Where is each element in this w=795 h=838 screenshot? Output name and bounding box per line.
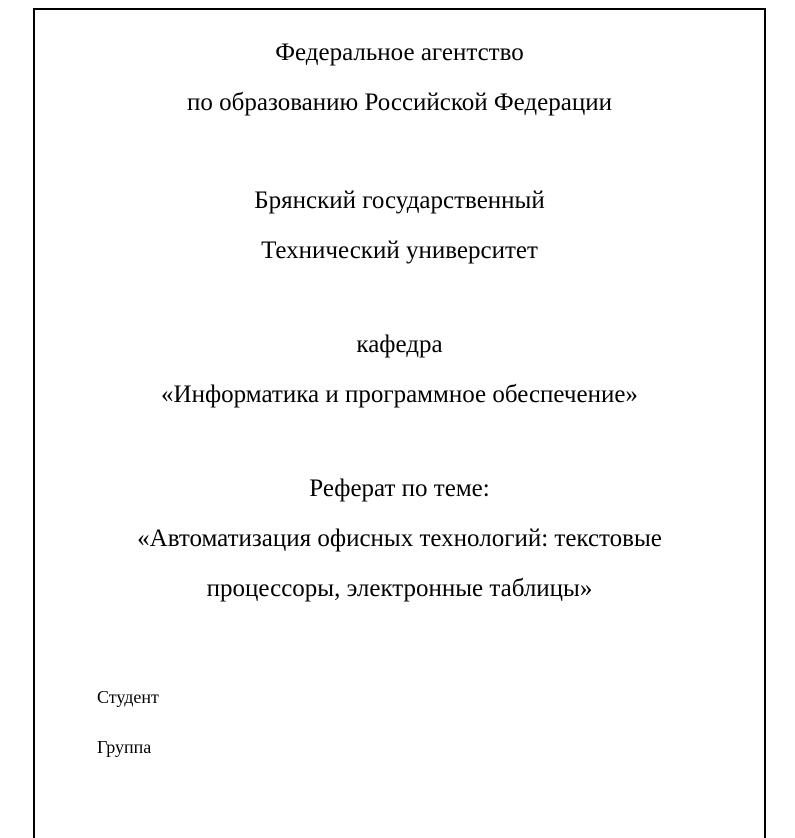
university-line-1: Брянский государственный xyxy=(254,187,545,214)
organization-line-2: по образованию Российской Федерации xyxy=(187,89,612,116)
organization-line-1: Федеральное агентство xyxy=(275,39,524,66)
field-student-label: Студент xyxy=(97,687,159,707)
title-page-content xyxy=(35,28,764,772)
work-block xyxy=(35,464,764,614)
work-title-line-1: «Автоматизация офисных технологий: текстовые xyxy=(137,525,662,552)
department-label: кафедра xyxy=(356,331,443,358)
department-name: «Информатика и программное обеспечение» xyxy=(161,381,638,408)
work-title-line-2: процессоры, электронные таблицы» xyxy=(206,575,593,602)
work-type: Реферат по теме: xyxy=(309,475,490,502)
department-block xyxy=(35,320,764,420)
document-page xyxy=(33,8,766,838)
organization-block xyxy=(35,28,764,128)
spacer-after-department xyxy=(35,420,764,464)
university-block xyxy=(35,176,764,276)
spacer-after-university xyxy=(35,276,764,320)
author-fields-block xyxy=(35,672,764,772)
university-line-2: Технический университет xyxy=(261,237,538,264)
spacer-after-organization xyxy=(35,128,764,176)
field-group-label: Группа xyxy=(97,737,152,757)
